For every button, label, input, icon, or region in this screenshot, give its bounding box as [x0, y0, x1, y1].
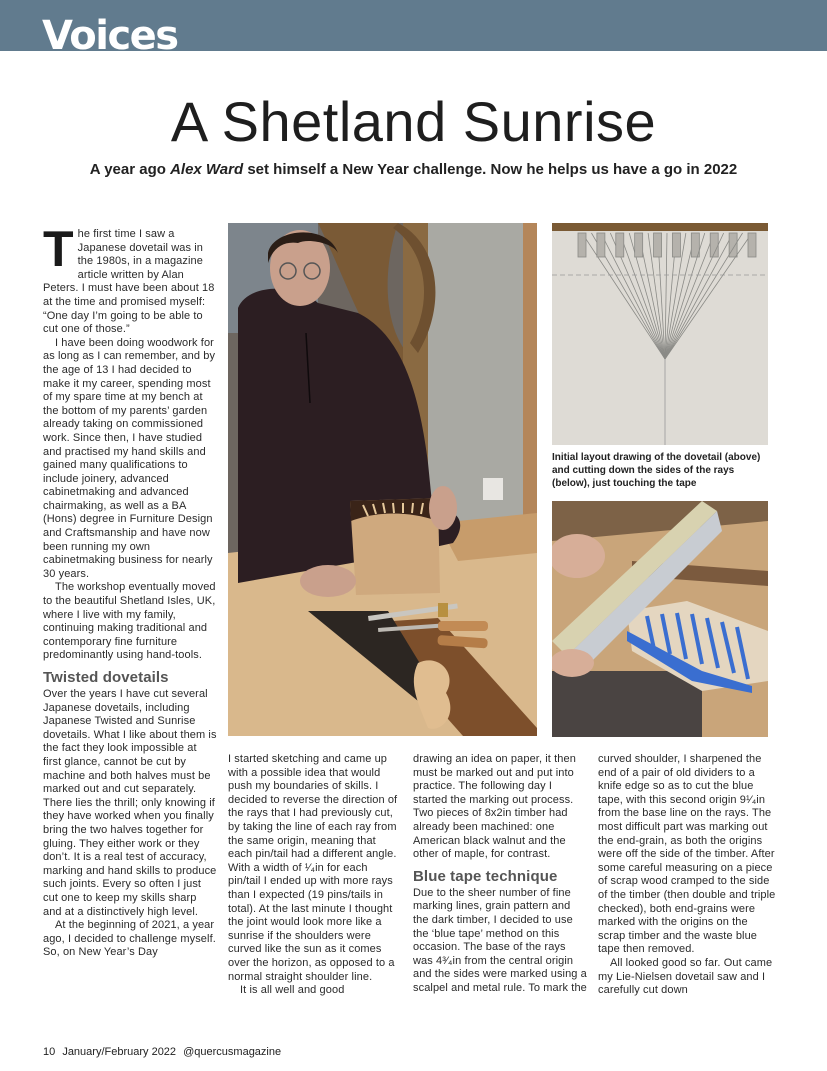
- body-paragraph: At the beginning of 2021, a year ago, I decided to challenge myself. So, on New Year’s Day: [43, 919, 216, 959]
- body-paragraph: [43, 228, 217, 337]
- body-paragraph: The workshop eventually moved to the beautiful Shetland Isles, UK, where I live with my family, continuing making traditional and contemporary fine furniture predominantly using hand-tools.: [43, 581, 216, 662]
- body-column-2: [228, 753, 403, 1041]
- section-label: Voices: [42, 13, 178, 51]
- social-handle: @quercusmagazine: [183, 1046, 282, 1058]
- layout-pin-shading: [597, 233, 605, 257]
- drop-cap: T: [43, 228, 74, 277]
- photo-layout-drawing: [552, 223, 768, 445]
- paragraph-text: he first time I saw a Japanese dovetail was in the 1980s, in a magazine article written by Alan Peters. I must have been about 18 at the time and promised myself: “One day I’m going to be able to cut one of those.”: [43, 228, 215, 336]
- body-paragraph: It is all well and good: [240, 984, 345, 997]
- photo-author-with-dovetail: [228, 223, 537, 736]
- subhead-twisted-dovetails: Twisted dovetails: [43, 669, 169, 686]
- body-paragraph: I have been doing woodwork for as long as I can remember, and by the age of 13 I had decided to make it my career, spending most of my spare time at my bench at the bottom of my parents’ garden already taking on commissioned work. Since then, I have studied and practised my hand skills and gained many qualifications to include joinery, advanced cabinetmaking and advanced chairmaking, as well as a BA (Hons) degree in Furniture Design and Craftsmanship and have now been running my own cabinetmaking business for nearly 30 years.: [43, 336, 216, 580]
- page-number: 10: [43, 1046, 56, 1058]
- issue-date: January/February 2022: [62, 1046, 177, 1058]
- photo-sawing-rays: [552, 501, 768, 737]
- body-paragraph: drawing an idea on paper, it then must be marked out and put into practice. The following day I started the marking out process. Two pieces of 8x2in timber had already been machined: one American black walnut and the other of maple, for contrast.: [413, 753, 576, 861]
- body-paragraph: curved shoulder, I sharpened the end of a pair of old dividers to a knife edge so as to cut the blue tape, with this second origin 9¹⁄₄in from the base line on the rays. The most difficult part was marking out the end-grain, as both the origins were off the side of the timber. After some careful measuring on a piece of scrap wood cramped to the side of the timber (then double and triple checked), both end-grains were marked with the origins on the scrap timber and the waste blue tape then removed.: [598, 753, 776, 956]
- layout-pin-shading: [748, 233, 756, 257]
- article-standfirst: [20, 160, 807, 179]
- section-header-bar: [0, 0, 827, 51]
- layout-pin-shading: [654, 233, 662, 257]
- layout-pin-shading: [616, 233, 624, 257]
- standfirst-text: A year ago: [89, 161, 171, 178]
- layout-pin-shading: [578, 233, 586, 257]
- layout-pin-shading: [635, 233, 643, 257]
- body-column-3: [413, 753, 588, 1041]
- article-title: A Shetland Sunrise: [170, 90, 657, 153]
- body-column-4: [598, 753, 778, 1041]
- photo-caption: Initial layout drawing of the dovetail (above) and cutting down the sides of the rays (below), just touching the tape: [552, 452, 761, 489]
- body-paragraph: Over the years I have cut several Japanese dovetails, including Japanese Twisted and Sunrise dovetails. What I like about them is the fact they look impossible at first glance, cannot be cut by machine and both halves must be marked out and cut separately. There lies the thrill; only knowing if they have worked when you finally bring the two halves together for gluing. They either work or they don’t. It is a real test of accuracy, marking and hand skills to produce such joints. Every so often I just cut one to keep my skills sharp and at a distinctively high level.: [43, 688, 217, 918]
- body-column-1: [43, 228, 217, 1041]
- standfirst-text: set himself a New Year challenge. Now he helps us have a go in 2022: [243, 161, 738, 178]
- body-paragraph: Due to the sheer number of fine marking lines, grain pattern and the dark timber, I decided to use the ‘blue tape’ method on this occasion. The base of the rays was 4³⁄₄in from the central origin and the sides were marked using a scalpel and metal rule. To mark the: [413, 886, 587, 994]
- body-paragraph: I started sketching and came up with a possible idea that would push my boundaries of skills. I decided to reverse the direction of the rays that I had previously cut, by taking the line of each ray from the same origin, meaning that each pin/tail had a different angle. With a width of ¹⁄₄in for each pin/tail I ended up with more rays than I expected (19 pins/tails in total). At the last minute I thought the joint would look more like a sunrise if the shoulders were curved like the sun as it comes over the horizon, as opposed to a normal straight shoulder line.: [228, 753, 398, 983]
- subhead-blue-tape-technique: Blue tape technique: [413, 867, 558, 885]
- author-name: Alex Ward: [170, 161, 244, 178]
- layout-pin-shading: [672, 233, 680, 257]
- page-footer: [43, 1045, 285, 1059]
- body-paragraph: All looked good so far. Out came my Lie-Nielsen dovetail saw and I carefully cut down: [598, 956, 773, 997]
